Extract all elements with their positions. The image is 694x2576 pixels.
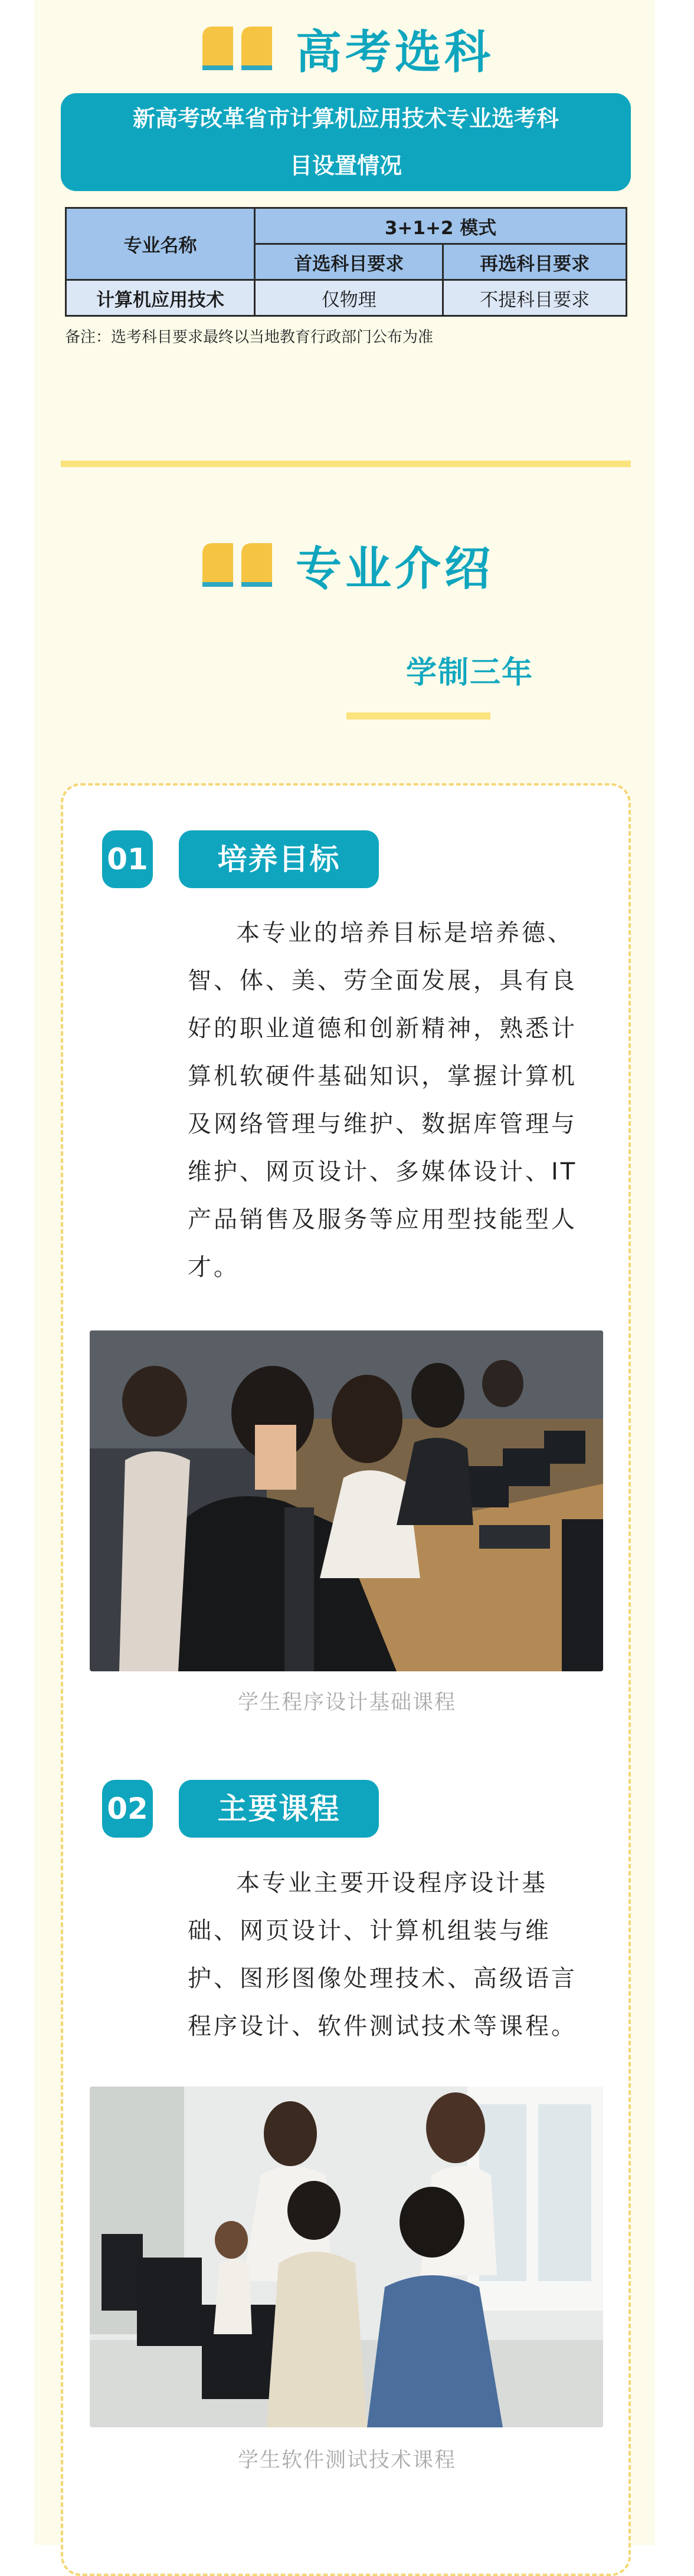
table-cell-major: 计算机应用技术: [66, 280, 255, 316]
paragraph-line: 维护、网页设计、多媒体设计、IT: [188, 1158, 578, 1185]
block1-paragraph: [188, 909, 589, 1292]
col-header-major: 专业名称: [66, 208, 255, 280]
banner-line-2: 目设置情况: [289, 153, 402, 179]
table-note: 备注：选考科目要求最终以当地教育行政部门公布为准: [65, 328, 434, 346]
section-title: 高考选科: [295, 26, 494, 79]
paragraph-line: 及网络管理与维护、数据库管理与: [188, 1110, 577, 1138]
table-cell-second: 不提科目要求: [443, 280, 627, 316]
second-subject-header: 再选科目要求: [443, 244, 627, 280]
first-subject-header: 首选科目要求: [255, 244, 443, 280]
photo-caption: 学生程序设计基础课程: [237, 1691, 456, 1714]
intro-banner: [61, 93, 631, 191]
mode-header: 3+1+2 模式: [255, 208, 627, 244]
duration-subtitle: 学制三年: [406, 655, 534, 691]
paragraph-line: 智、体、美、劳全面发展，具有良: [188, 967, 577, 994]
table-cell-first: 仅物理: [255, 280, 443, 316]
classroom-photo: [90, 1330, 603, 1671]
section-title: 专业介绍: [295, 543, 494, 596]
section-divider: [61, 461, 631, 467]
section-heading-2: [0, 532, 694, 598]
paragraph-line: 算机软硬件基础知识，掌握计算机: [188, 1063, 577, 1090]
paragraph-line: 本专业主要开设程序设计基: [236, 1869, 548, 1897]
paragraph-line: 才。: [188, 1254, 240, 1281]
paragraph-line: 本专业的培养目标是培养德、: [236, 919, 574, 947]
paragraph-line: 础、网页设计、计算机组装与维: [188, 1917, 551, 1944]
banner-line-1: 新高考改革省市计算机应用技术专业选考科: [132, 106, 559, 132]
paragraph-line: 程序设计、软件测试技术等课程。: [188, 2013, 577, 2040]
block2-paragraph: [188, 1859, 589, 2051]
paragraph-line: 好的职业道德和创新精神，熟悉计: [188, 1015, 577, 1042]
block-number-badge: 01: [102, 830, 153, 888]
quote-icon: [200, 541, 276, 589]
block-title-badge: 主要课程: [179, 1780, 379, 1838]
paragraph-line: 产品销售及服务等应用型技能型人: [188, 1206, 577, 1233]
subtitle-underline: [346, 712, 490, 719]
block-title-badge: 培养目标: [179, 830, 379, 888]
quote-icon: [200, 24, 276, 73]
section-heading-1: [0, 15, 694, 81]
block-number-badge: 02: [102, 1780, 153, 1838]
photo-caption: 学生软件测试技术课程: [237, 2449, 456, 2472]
subject-requirement-table: [65, 207, 627, 317]
lab-photo: [90, 2087, 603, 2427]
paragraph-line: 护、图形图像处理技术、高级语言: [188, 1965, 577, 1992]
